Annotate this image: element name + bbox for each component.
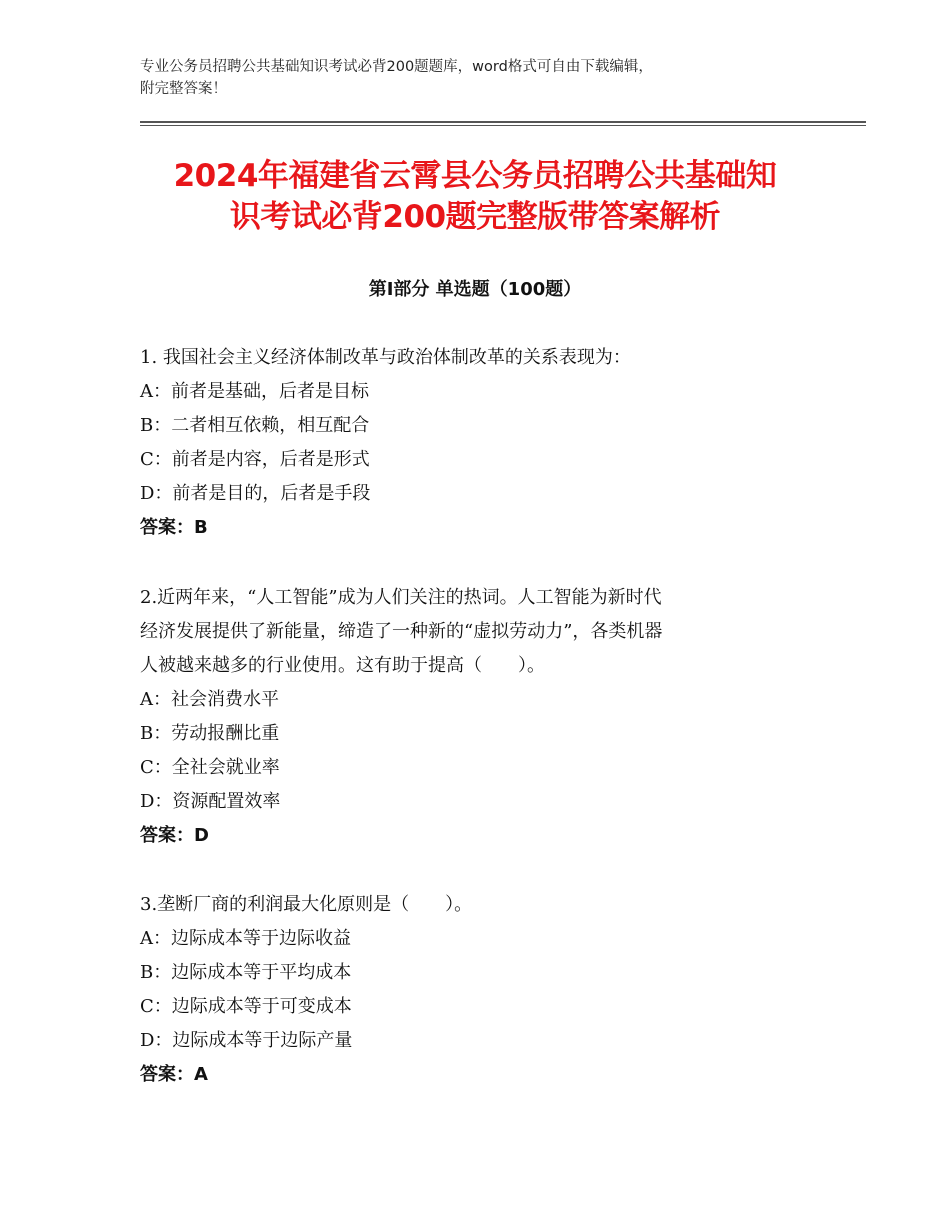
question-3 xyxy=(140,888,820,1092)
option-d: D：边际成本等于边际产量 xyxy=(140,1030,353,1051)
answer: 答案：A xyxy=(140,1064,208,1085)
header-note-line-1: 专业公务员招聘公共基础知识考试必背200题题库，word格式可自由下载编辑， xyxy=(140,59,653,75)
option-a: A：边际成本等于边际收益 xyxy=(140,928,351,949)
option-c: C：边际成本等于可变成本 xyxy=(140,996,352,1017)
option-b: B：边际成本等于平均成本 xyxy=(140,962,352,983)
question-stem-line-3: 人被越来越多的行业使用。这有助于提高（ ）。 xyxy=(140,655,545,676)
option-b: B：劳动报酬比重 xyxy=(140,723,280,744)
option-d: D：资源配置效率 xyxy=(140,791,281,812)
header-note-line-2: 附完整答案！ xyxy=(140,81,227,97)
question-stem-line-2: 经济发展提供了新能量，缔造了一种新的“虚拟劳动力”，各类机器 xyxy=(140,621,663,642)
question-stem-line-1: 2.近两年来，“人工智能”成为人们关注的热词。人工智能为新时代 xyxy=(140,587,662,608)
option-d: D：前者是目的，后者是手段 xyxy=(140,483,371,504)
question-stem: 1. 我国社会主义经济体制改革与政治体制改革的关系表现为： xyxy=(140,347,631,368)
question-stem: 3.垄断厂商的利润最大化原则是（ ）。 xyxy=(140,894,473,915)
question-1 xyxy=(140,341,820,545)
option-c: C：全社会就业率 xyxy=(140,757,280,778)
title-line-1: 2024年福建省云霄县公务员招聘公共基础知 xyxy=(173,158,777,194)
header-rule-thin xyxy=(140,125,866,126)
question-2 xyxy=(140,581,820,853)
title-line-2: 识考试必背200题完整版带答案解析 xyxy=(229,199,721,235)
option-a: A：前者是基础，后者是目标 xyxy=(140,381,369,402)
answer: 答案：D xyxy=(140,825,209,846)
answer: 答案：B xyxy=(140,517,208,538)
option-b: B：二者相互依赖，相互配合 xyxy=(140,415,370,436)
section-heading: 第Ⅰ部分 单选题（100题） xyxy=(368,279,582,300)
option-c: C：前者是内容，后者是形式 xyxy=(140,449,370,470)
document-title xyxy=(100,156,850,238)
header-rule-thick xyxy=(140,121,866,123)
option-a: A：社会消费水平 xyxy=(140,689,279,710)
header-note xyxy=(140,56,840,100)
